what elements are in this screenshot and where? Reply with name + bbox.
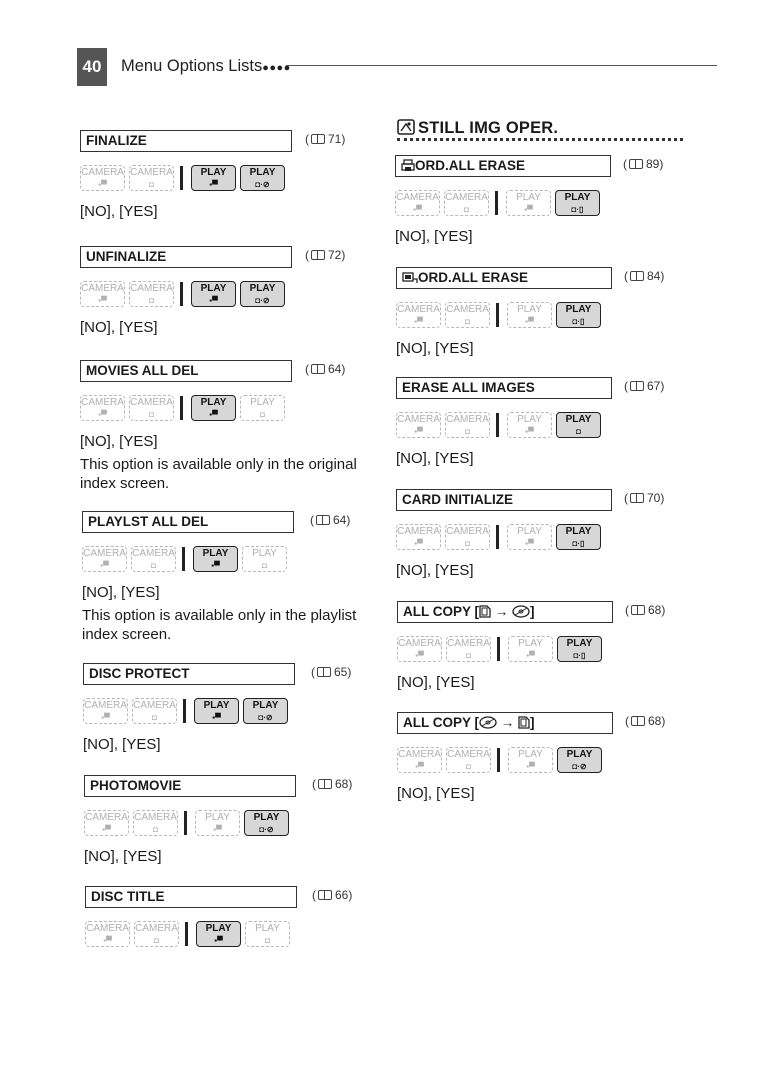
book-icon — [317, 667, 331, 677]
mode-indicators — [397, 635, 606, 663]
mode-indicators — [396, 411, 605, 439]
header-dots: ●●●● — [262, 62, 291, 74]
mode-separator — [496, 413, 499, 437]
page-reference: ( 65) — [311, 665, 352, 679]
mode-play-still: PLAY ◘ — [245, 921, 290, 947]
mode-separator — [182, 547, 185, 571]
item-label-box: ALL COPY [ → ] — [397, 712, 613, 734]
book-icon — [311, 364, 325, 374]
mode-play-movie: PLAY ▪▀ — [195, 810, 240, 836]
item-options: [NO], [YES] — [396, 340, 474, 357]
page-reference: ( 84) — [624, 269, 665, 283]
memory-card-icon — [518, 715, 530, 735]
mode-separator — [496, 303, 499, 327]
item-label-box: DISC TITLE — [85, 886, 297, 908]
item-note: This option is available only in the playlist index screen. — [82, 607, 357, 643]
book-icon — [630, 493, 644, 503]
mode-camera-movie: CAMERA ▪▀ — [396, 524, 441, 550]
book-icon — [631, 716, 645, 726]
section-title-still-img-oper — [397, 119, 558, 140]
book-icon — [316, 515, 330, 525]
mode-separator — [496, 525, 499, 549]
mode-play-still-disc: PLAY ◘·⊘ — [240, 165, 285, 191]
page-reference: ( 67) — [624, 379, 665, 393]
header-title — [121, 57, 291, 76]
mode-camera-still: CAMERA ◘ — [445, 412, 490, 438]
mode-separator — [497, 637, 500, 661]
item-label-box: PLAYLST ALL DEL — [82, 511, 294, 533]
item-label-box: ALL COPY [ → ] — [397, 601, 613, 623]
book-icon — [630, 381, 644, 391]
mode-camera-still: CAMERA ◘ — [134, 921, 179, 947]
print-order-icon — [401, 158, 415, 178]
item-label-box: MOVIES ALL DEL — [80, 360, 292, 382]
mode-camera-movie: CAMERA ▪▀ — [397, 747, 442, 773]
item-options: [NO], [YES] — [397, 674, 475, 691]
page-reference: ( 66) — [312, 888, 353, 902]
mode-play-still-disc: PLAY ◘·⊘ — [244, 810, 289, 836]
page-reference: ( 89) — [623, 157, 664, 171]
page-reference: ( 64) — [305, 362, 346, 376]
item-options: [NO], [YES] — [396, 450, 474, 467]
page-number: 40 — [77, 48, 107, 86]
header-title-text: Menu Options Lists — [121, 57, 263, 75]
book-icon — [318, 779, 332, 789]
mode-camera-still: CAMERA ◘ — [129, 165, 174, 191]
mode-camera-movie: CAMERA ▪▀ — [396, 302, 441, 328]
book-icon — [311, 250, 325, 260]
mode-camera-still: CAMERA ◘ — [445, 524, 490, 550]
item-options: [NO], [YES] — [83, 736, 161, 753]
mode-play-still-disc: PLAY ◘·⊘ — [240, 281, 285, 307]
book-icon — [631, 605, 645, 615]
arrow-icon: → — [494, 604, 509, 619]
section-title-text: STILL IMG OPER. — [418, 119, 559, 137]
mode-separator — [184, 811, 187, 835]
page-reference: ( 70) — [624, 491, 665, 505]
mode-play-movie: PLAY ▪▀ — [507, 302, 552, 328]
item-options: [NO], [YES] — [80, 319, 158, 336]
mode-indicators — [85, 920, 294, 948]
mode-camera-movie: CAMERA ▪▀ — [85, 921, 130, 947]
mode-play-still-disc: PLAY ◘·⊘ — [557, 747, 602, 773]
book-icon — [311, 134, 325, 144]
item-options: [NO], [YES] — [396, 562, 474, 579]
mode-camera-still: CAMERA ◘ — [446, 747, 491, 773]
item-label-box: ERASE ALL IMAGES — [396, 377, 612, 399]
mode-separator — [185, 922, 188, 946]
mode-camera-still: CAMERA ◘ — [444, 190, 489, 216]
still-image-operation-icon — [397, 119, 415, 140]
mode-indicators — [80, 394, 289, 422]
item-label-box: ORD.ALL ERASE — [396, 267, 612, 289]
mode-separator — [495, 191, 498, 215]
mode-camera-still: CAMERA ◘ — [132, 698, 177, 724]
disc-icon — [479, 715, 497, 735]
mode-camera-still: CAMERA ◘ — [129, 395, 174, 421]
mode-camera-movie: CAMERA ▪▀ — [82, 546, 127, 572]
item-label-box: DISC PROTECT — [83, 663, 295, 685]
mode-separator — [180, 396, 183, 420]
mode-camera-still: CAMERA ◘ — [129, 281, 174, 307]
item-note: This option is available only in the original index screen. — [80, 456, 357, 492]
page-reference: ( 68) — [625, 714, 666, 728]
mode-play-still: PLAY ◘ — [556, 412, 601, 438]
page-reference: ( 68) — [312, 777, 353, 791]
item-label-box: UNFINALIZE — [80, 246, 292, 268]
mode-indicators — [395, 189, 604, 217]
arrow-icon: → — [500, 715, 515, 730]
mode-play-movie: PLAY ▪▀ — [508, 747, 553, 773]
mode-indicators — [82, 545, 291, 573]
item-label-box: CARD INITIALIZE — [396, 489, 612, 511]
mode-separator — [497, 748, 500, 772]
mode-play-movie: PLAY ▪▀ — [191, 395, 236, 421]
item-options: [NO], [YES] — [80, 203, 158, 220]
book-icon — [318, 890, 332, 900]
mode-play-movie: PLAY ▪▀ — [507, 524, 552, 550]
dotted-rule — [397, 138, 683, 141]
mode-indicators — [80, 280, 289, 308]
memory-card-icon — [479, 604, 491, 624]
disc-icon — [512, 604, 530, 624]
mode-separator — [180, 282, 183, 306]
mode-play-still: PLAY ◘ — [240, 395, 285, 421]
page-reference: ( 64) — [310, 513, 351, 527]
mode-camera-still: CAMERA ◘ — [133, 810, 178, 836]
mode-camera-movie: CAMERA ▪▀ — [80, 165, 125, 191]
item-options: [NO], [YES] — [397, 785, 475, 802]
mode-play-movie: PLAY ▪▀ — [507, 412, 552, 438]
mode-camera-movie: CAMERA ▪▀ — [84, 810, 129, 836]
mode-camera-movie: CAMERA ▪▀ — [397, 636, 442, 662]
mode-camera-still: CAMERA ◘ — [131, 546, 176, 572]
mode-play-movie: PLAY ▪▀ — [194, 698, 239, 724]
mode-play-still-card: PLAY ◘·▯ — [556, 524, 601, 550]
mode-camera-movie: CAMERA ▪▀ — [80, 281, 125, 307]
page-reference: ( 72) — [305, 248, 346, 262]
item-options: [NO], [YES] — [80, 433, 158, 450]
item-options: [NO], [YES] — [82, 584, 160, 601]
mode-camera-still: CAMERA ◘ — [445, 302, 490, 328]
mode-camera-still: CAMERA ◘ — [446, 636, 491, 662]
mode-camera-movie: CAMERA ▪▀ — [396, 412, 441, 438]
mode-play-still-card: PLAY ◘·▯ — [555, 190, 600, 216]
mode-indicators — [80, 164, 289, 192]
mode-separator — [180, 166, 183, 190]
item-label-box: FINALIZE — [80, 130, 292, 152]
mode-play-still-card: PLAY ◘·▯ — [557, 636, 602, 662]
mode-camera-movie: CAMERA ▪▀ — [80, 395, 125, 421]
mode-indicators — [84, 809, 293, 837]
mode-play-movie: PLAY ▪▀ — [508, 636, 553, 662]
mode-play-still-card: PLAY ◘·▯ — [556, 302, 601, 328]
mode-indicators — [83, 697, 292, 725]
mode-play-movie: PLAY ▪▀ — [506, 190, 551, 216]
mode-play-movie: PLAY ▪▀ — [193, 546, 238, 572]
item-options: [NO], [YES] — [395, 228, 473, 245]
book-icon — [630, 271, 644, 281]
item-options: [NO], [YES] — [84, 848, 162, 865]
book-icon — [629, 159, 643, 169]
mode-play-still: PLAY ◘ — [242, 546, 287, 572]
mode-play-movie: PLAY ▪▀ — [196, 921, 241, 947]
mode-play-still-disc: PLAY ◘·⊘ — [243, 698, 288, 724]
item-label-box: PHOTOMOVIE — [84, 775, 296, 797]
page-reference: ( 71) — [305, 132, 346, 146]
mode-indicators — [397, 746, 606, 774]
mode-camera-movie: CAMERA ▪▀ — [83, 698, 128, 724]
header-rule — [286, 65, 717, 66]
mode-indicators — [396, 301, 605, 329]
mode-camera-movie: CAMERA ▪▀ — [395, 190, 440, 216]
item-label-box: ORD.ALL ERASE — [395, 155, 611, 177]
page-reference: ( 68) — [625, 603, 666, 617]
mode-play-movie: PLAY ▪▀ — [191, 165, 236, 191]
mode-play-movie: PLAY ▪▀ — [191, 281, 236, 307]
mode-separator — [183, 699, 186, 723]
mode-indicators — [396, 523, 605, 551]
transfer-order-icon — [402, 270, 418, 290]
